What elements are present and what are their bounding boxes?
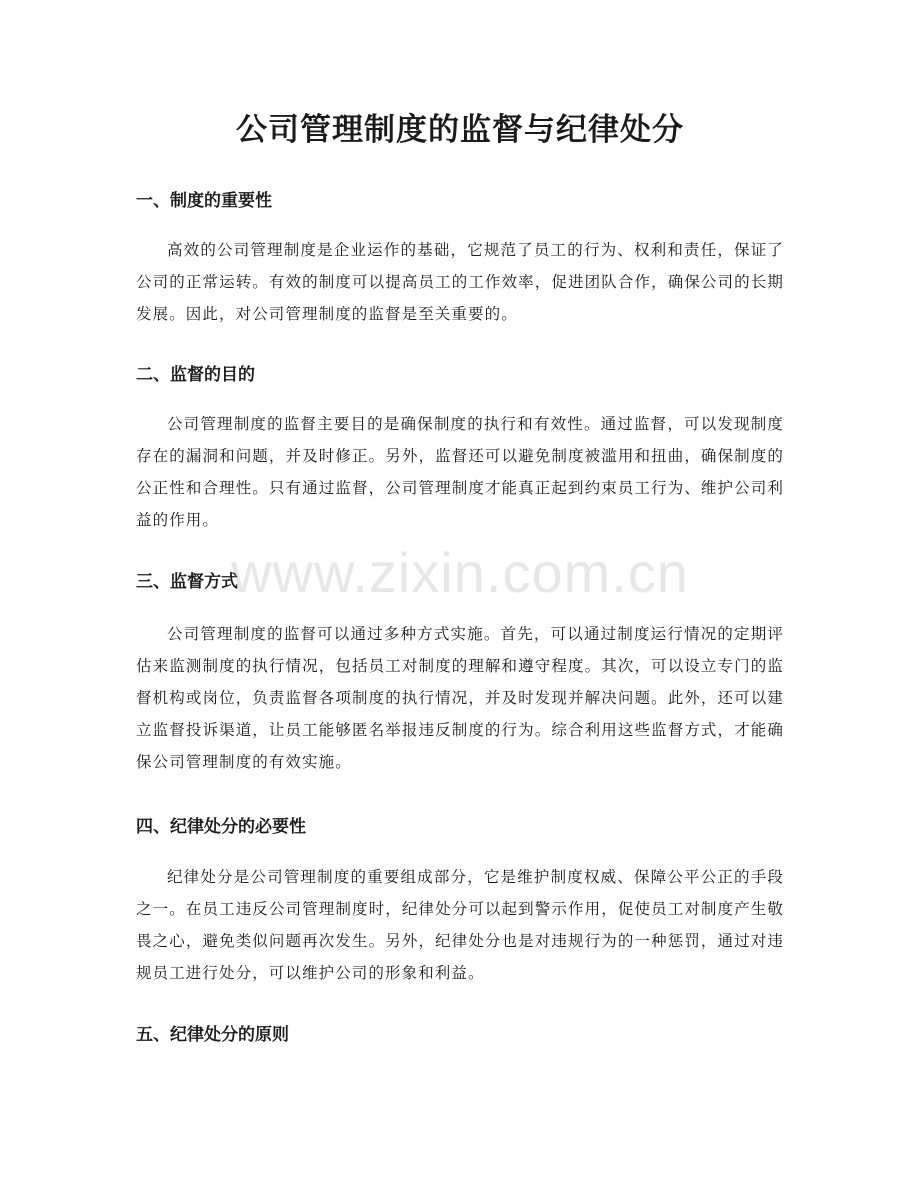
section-heading-5: 五、纪律处分的原则 [136, 1025, 289, 1045]
section-paragraph-1: 高效的公司管理制度是企业运作的基础，它规范了员工的行为、权利和责任，保证了公司的正常运转。有效的制度可以提高员工的工作效率，促进团队合作，确保公司的长期发展。因此，对公司管理制度的监督是至关重要的。 [136, 241, 784, 323]
section-heading-4: 四、纪律处分的必要性 [136, 817, 306, 837]
document-title: 公司管理制度的监督与纪律处分 [236, 112, 684, 148]
watermark: www.zixin.com.cn [231, 541, 689, 604]
section-heading-3: 三、监督方式 [136, 572, 238, 592]
section-paragraph-4: 纪律处分是公司管理制度的重要组成部分，它是维护制度权威、保障公平公正的手段之一。在员工违反公司管理制度时，纪律处分可以起到警示作用，促使员工对制度产生敬畏之心，避免类似问题再次发生。另外，纪律处分也是对违规行为的一种惩罚，通过对违规员工进行处分，可以维护公司的形象和利益。 [136, 868, 784, 982]
section-paragraph-3: 公司管理制度的监督可以通过多种方式实施。首先，可以通过制度运行情况的定期评估来监测制度的执行情况，包括员工对制度的理解和遵守程度。其次，可以设立专门的监督机构或岗位，负责监督各项制度的执行情况，并及时发现并解决问题。此外，还可以建立监督投诉渠道，让员工能够匿名举报违反制度的行为。综合利用这些监督方式，才能确保公司管理制度的有效实施。 [136, 625, 784, 771]
section-paragraph-2: 公司管理制度的监督主要目的是确保制度的执行和有效性。通过监督，可以发现制度存在的漏洞和问题，并及时修正。另外，监督还可以避免制度被滥用和扭曲，确保制度的公正性和合理性。只有通过监督，公司管理制度才能真正起到约束员工行为、维护公司利益的作用。 [136, 415, 784, 529]
section-heading-1: 一、制度的重要性 [136, 191, 272, 211]
section-heading-2: 二、监督的目的 [136, 365, 255, 385]
